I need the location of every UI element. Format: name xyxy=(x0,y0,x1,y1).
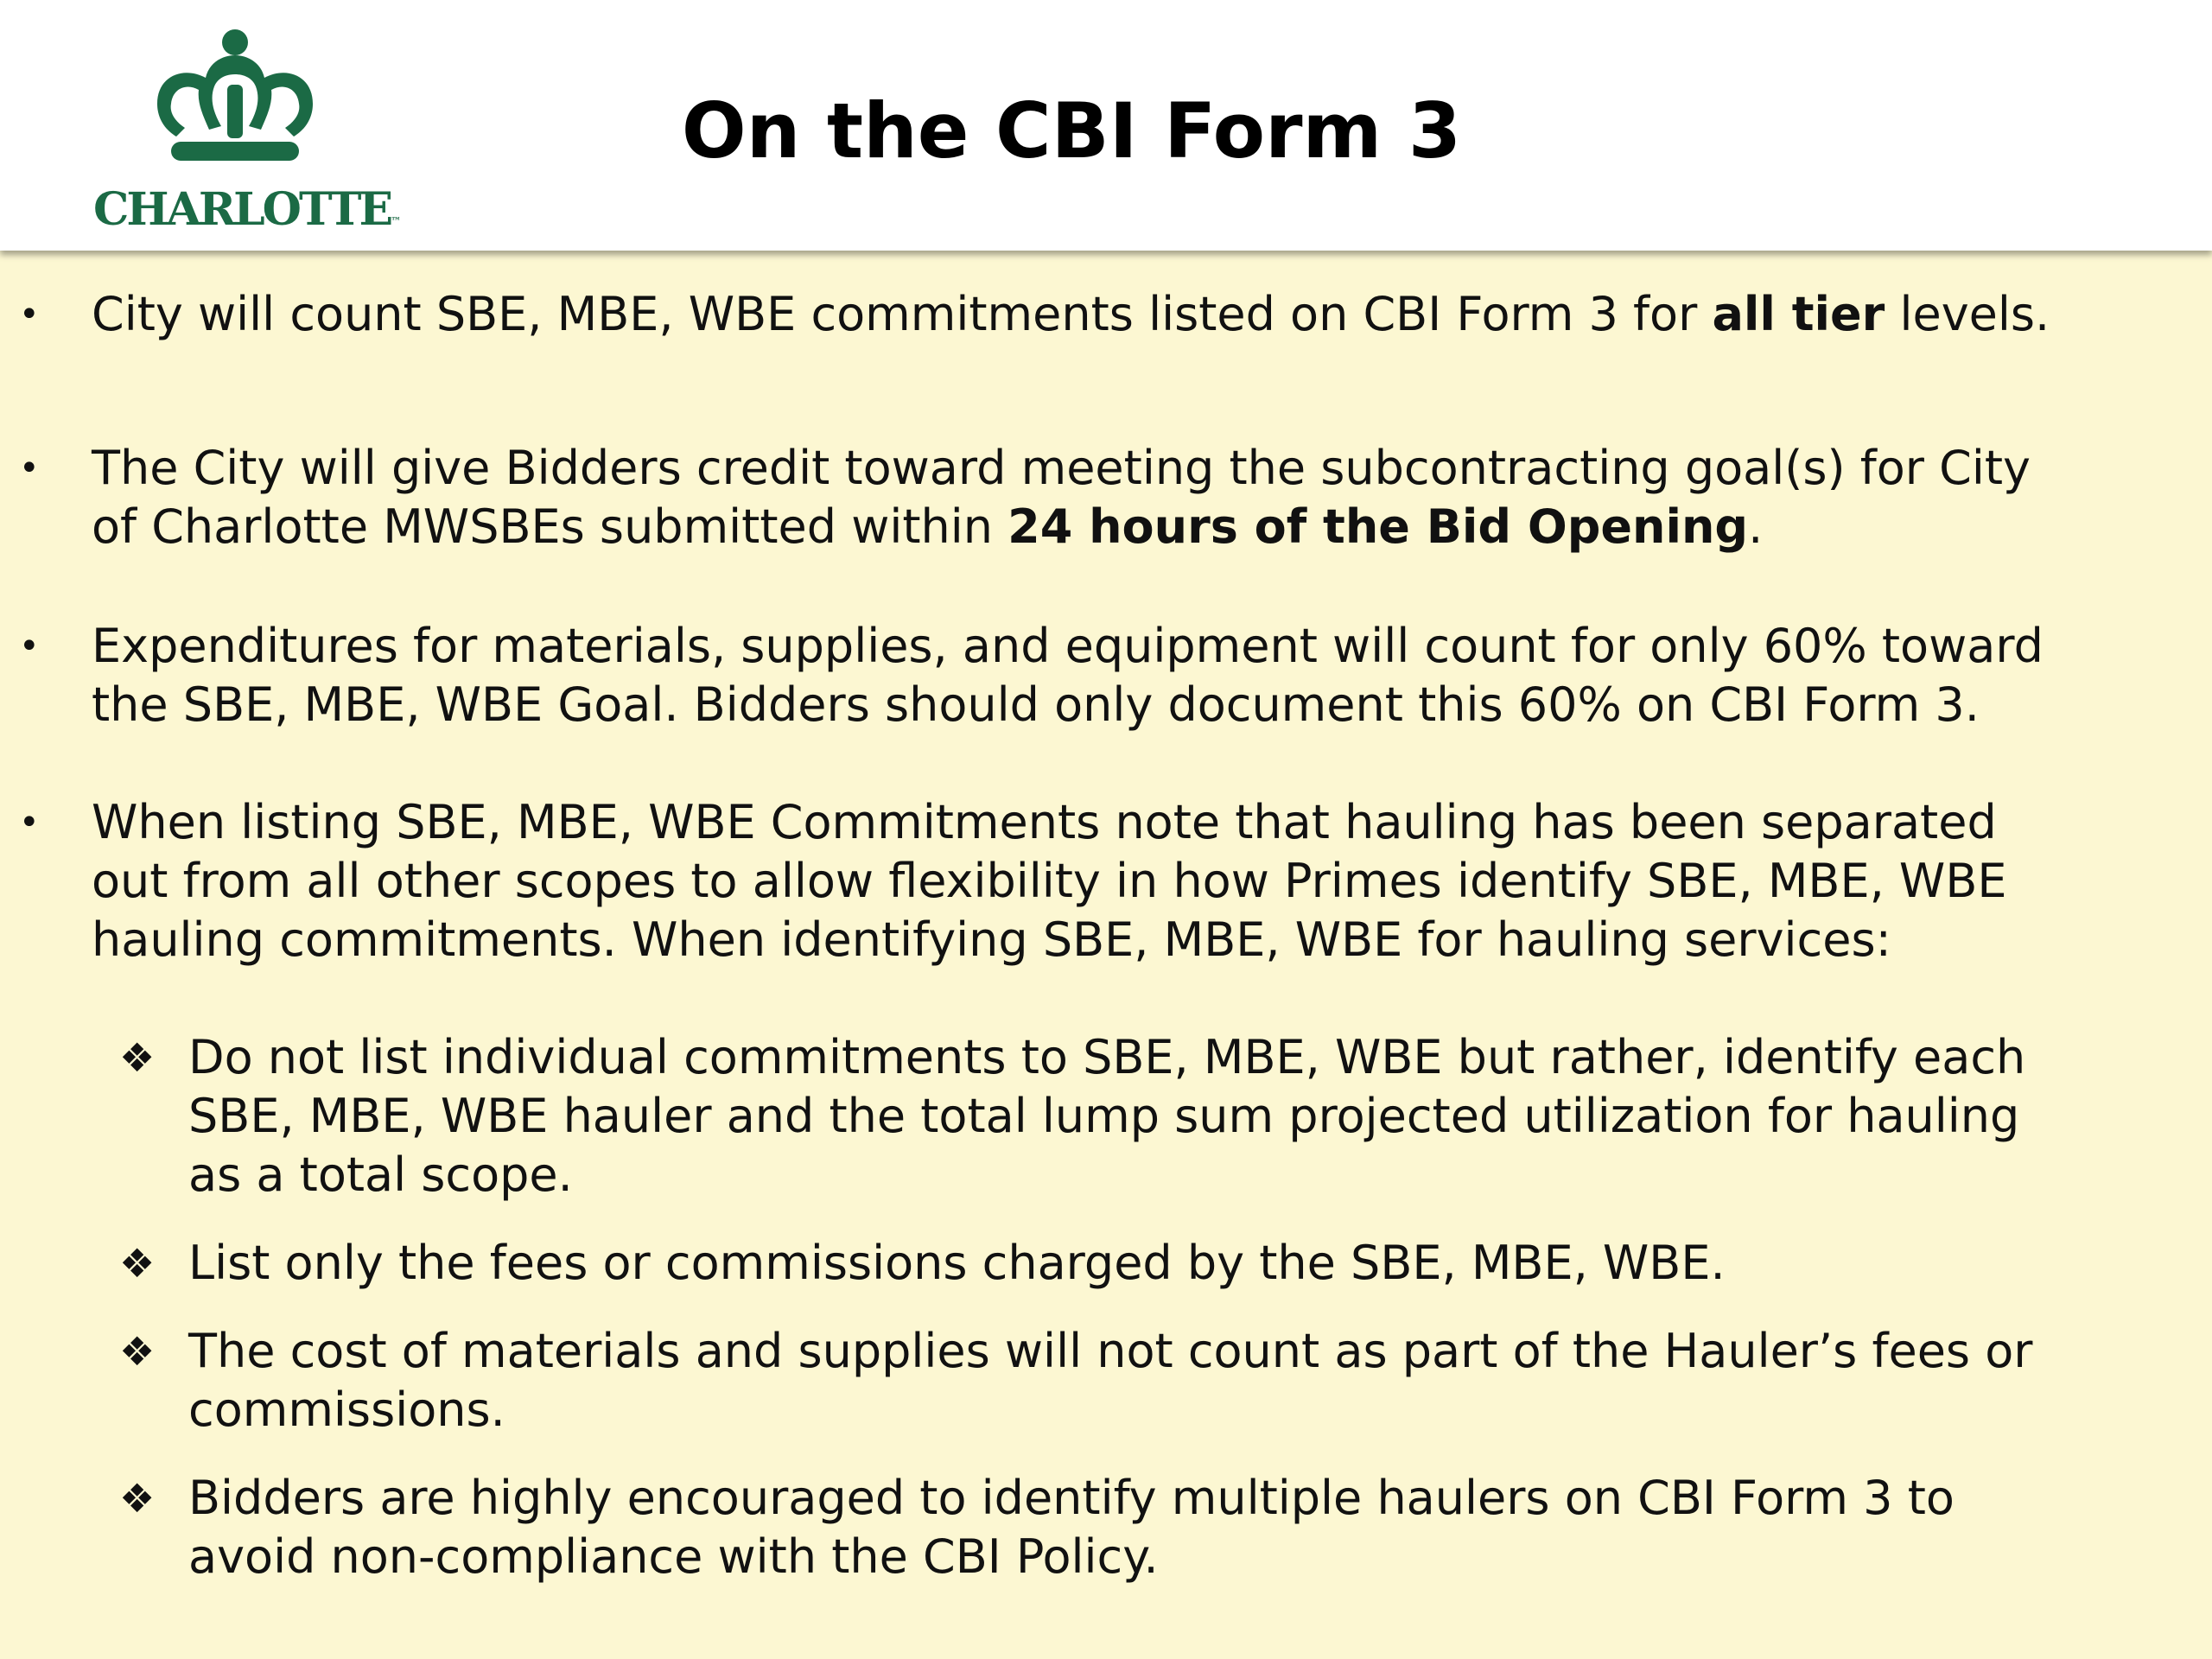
text-line: the SBE, MBE, WBE Goal. Bidders should only document this 60% on CBI Form 3. xyxy=(92,677,1980,732)
text-line: out from all other scopes to allow flexibility in how Primes identify SBE, MBE, WBE xyxy=(92,854,2007,908)
slide-body xyxy=(0,251,2212,1659)
text-line: When listing SBE, MBE, WBE Commitments note that hauling has been separated xyxy=(92,795,1997,849)
text-line: avoid non-compliance with the CBI Policy. xyxy=(188,1529,1159,1584)
text-line: City will count SBE, MBE, WBE commitments listed on CBI Form 3 for all tier levels. xyxy=(92,287,2050,341)
bullet-text xyxy=(92,439,2200,556)
bullet-text xyxy=(92,793,2200,969)
slide-header xyxy=(0,0,2212,251)
bullet-dot-icon: • xyxy=(19,295,40,334)
text-line: The City will give Bidders credit toward meeting the subcontracting goal(s) for City xyxy=(92,441,2031,495)
sub-bullet-text xyxy=(188,1469,2193,1586)
diamond-bullet-icon: ❖ xyxy=(119,1475,156,1522)
bullet-text xyxy=(92,617,2200,734)
text-line: hauling commitments. When identifying SBE, MBE, WBE for hauling services: xyxy=(92,912,1891,967)
diamond-bullet-icon: ❖ xyxy=(119,1240,156,1287)
bullet-dot-icon: • xyxy=(19,626,40,666)
bullet-text xyxy=(92,285,2200,344)
text-line: as a total scope. xyxy=(188,1147,573,1202)
text-line: Bidders are highly encouraged to identify multiple haulers on CBI Form 3 to xyxy=(188,1471,1955,1525)
text-line: Expenditures for materials, supplies, and equipment will count for only 60% toward xyxy=(92,619,2044,673)
text-line: SBE, MBE, WBE hauler and the total lump sum projected utilization for hauling xyxy=(188,1089,2020,1143)
sub-bullet-text xyxy=(188,1322,2193,1440)
text-line: List only the fees or commissions charged by the SBE, MBE, WBE. xyxy=(188,1236,1726,1290)
slide-title: On the CBI Form 3 xyxy=(681,86,1462,175)
logo-wordmark: CHARLOTTE™ xyxy=(93,183,402,236)
text-line: Do not list individual commitments to SBE, MBE, WBE but rather, identify each xyxy=(188,1030,2026,1084)
bullet-dot-icon: • xyxy=(19,448,40,488)
diamond-bullet-icon: ❖ xyxy=(119,1328,156,1375)
sub-bullet-text xyxy=(188,1028,2193,1205)
bullet-dot-icon: • xyxy=(19,803,40,842)
sub-bullet-text xyxy=(188,1234,2193,1293)
text-line: commissions. xyxy=(188,1382,505,1437)
diamond-bullet-icon: ❖ xyxy=(119,1034,156,1081)
text-line: The cost of materials and supplies will not count as part of the Hauler’s fees or xyxy=(188,1324,2033,1378)
text-line: of Charlotte MWSBEs submitted within 24 hours of the Bid Opening. xyxy=(92,499,1764,554)
